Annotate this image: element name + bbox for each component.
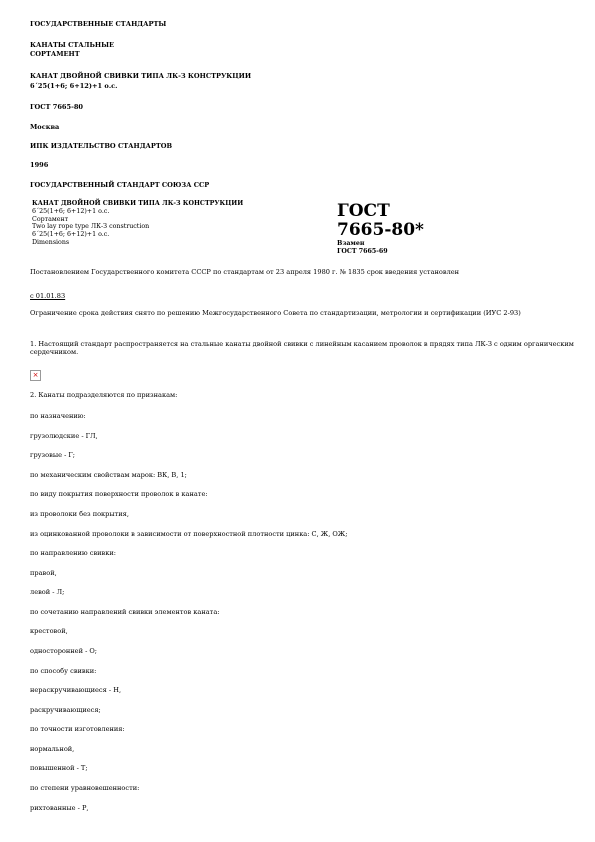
decree-text: Постановлением Государственного комитета СССР по стандартам от 23 апреля 1980 г. № 1835 срок введения установлен — [30, 268, 460, 276]
list-item: по сочетанию направлений свивки элементов каната: — [30, 608, 220, 616]
list-item: раскручивающиеся; — [30, 706, 101, 714]
clause-2: 2. Канаты подразделяются по признакам: — [30, 391, 178, 399]
list-item: левой - Л; — [30, 588, 65, 596]
doc-number: ГОСТ 7665-80 — [30, 103, 84, 111]
clause-1: 1. Настоящий стандарт распространяется на стальные канаты двойной свивки с линейным касанием проволок в прядях типа ЛК-З с одним органическим сердечником. — [30, 340, 574, 356]
title-block-line: Dimensions — [32, 238, 70, 246]
publisher: ИПК ИЗДАТЕЛЬСТВО СТАНДАРТОВ — [30, 142, 173, 150]
replaces-label: Взамен — [337, 240, 365, 247]
list-item: повышенной - Т; — [30, 764, 88, 772]
city: Москва — [30, 123, 60, 131]
list-item: грузолюдские - ГЛ, — [30, 432, 98, 440]
list-item: рихтованные - Р, — [30, 804, 89, 812]
list-item: по степени уравновешенности: — [30, 784, 140, 792]
list-item: правой, — [30, 569, 57, 577]
title-block-line: КАНАТ ДВОЙНОЙ СВИВКИ ТИПА ЛК-З КОНСТРУКЦИИ — [32, 200, 244, 207]
title-block-line: 6´25(1+6; 6+12)+1 o.c. — [32, 231, 110, 239]
list-item: по назначению: — [30, 412, 86, 420]
limitation-text: Ограничение срока действия снято по решению Межгосударственного Совета по стандартизации, метрологии и сертификации (ИУС 2-93) — [30, 309, 521, 317]
doc-formula: 6´25(1+6; 6+12)+1 о.с. — [30, 82, 118, 90]
list-item: из оцинкованной проволоки в зависимости от поверхностной плотности цинка: С, Ж, ОЖ; — [30, 530, 348, 538]
gost-number: 7665-80* — [337, 220, 424, 240]
list-item: по точности изготовления: — [30, 725, 125, 733]
header-title-2: СОРТАМЕНТ — [30, 50, 80, 58]
list-item: грузовые - Г; — [30, 451, 75, 459]
title-block-line: Two lay rope type ЛК-З construction — [32, 223, 150, 231]
list-item: по виду покрытия поверхности проволок в канате: — [30, 490, 208, 498]
list-item: из проволоки без покрытия, — [30, 510, 129, 518]
year: 1996 — [30, 161, 49, 169]
header-title-1: КАНАТЫ СТАЛЬНЫЕ — [30, 41, 115, 49]
header-org: ГОСУДАРСТВЕННЫЕ СТАНДАРТЫ — [30, 20, 167, 28]
title-block-line: Сортамент — [32, 215, 69, 223]
title-block-line: 6´25(1+6; 6+12)+1 о.с. — [32, 207, 110, 215]
effective-date: с 01.01.83 — [30, 292, 66, 300]
replaces-value: ГОСТ 7665-69 — [337, 248, 388, 255]
list-item: нераскручивающиеся - Н, — [30, 686, 122, 694]
standard-of: ГОСУДАРСТВЕННЫЙ СТАНДАРТ СОЮЗА ССР — [30, 181, 210, 189]
title-block — [32, 200, 332, 247]
gost-label: ГОСТ — [337, 201, 390, 221]
list-item: по способу свивки: — [30, 667, 97, 675]
broken-image-icon: × — [30, 370, 41, 381]
list-item: крестовой, — [30, 627, 68, 635]
list-item: по направлению свивки: — [30, 549, 117, 557]
doc-title: КАНАТ ДВОЙНОЙ СВИВКИ ТИПА ЛК-З КОНСТРУКЦИИ — [30, 72, 252, 80]
list-item: односторонней - О; — [30, 647, 98, 655]
list-item: нормальной, — [30, 745, 75, 753]
list-item: по механическим свойствам марок: ВК, В, 1; — [30, 471, 187, 479]
